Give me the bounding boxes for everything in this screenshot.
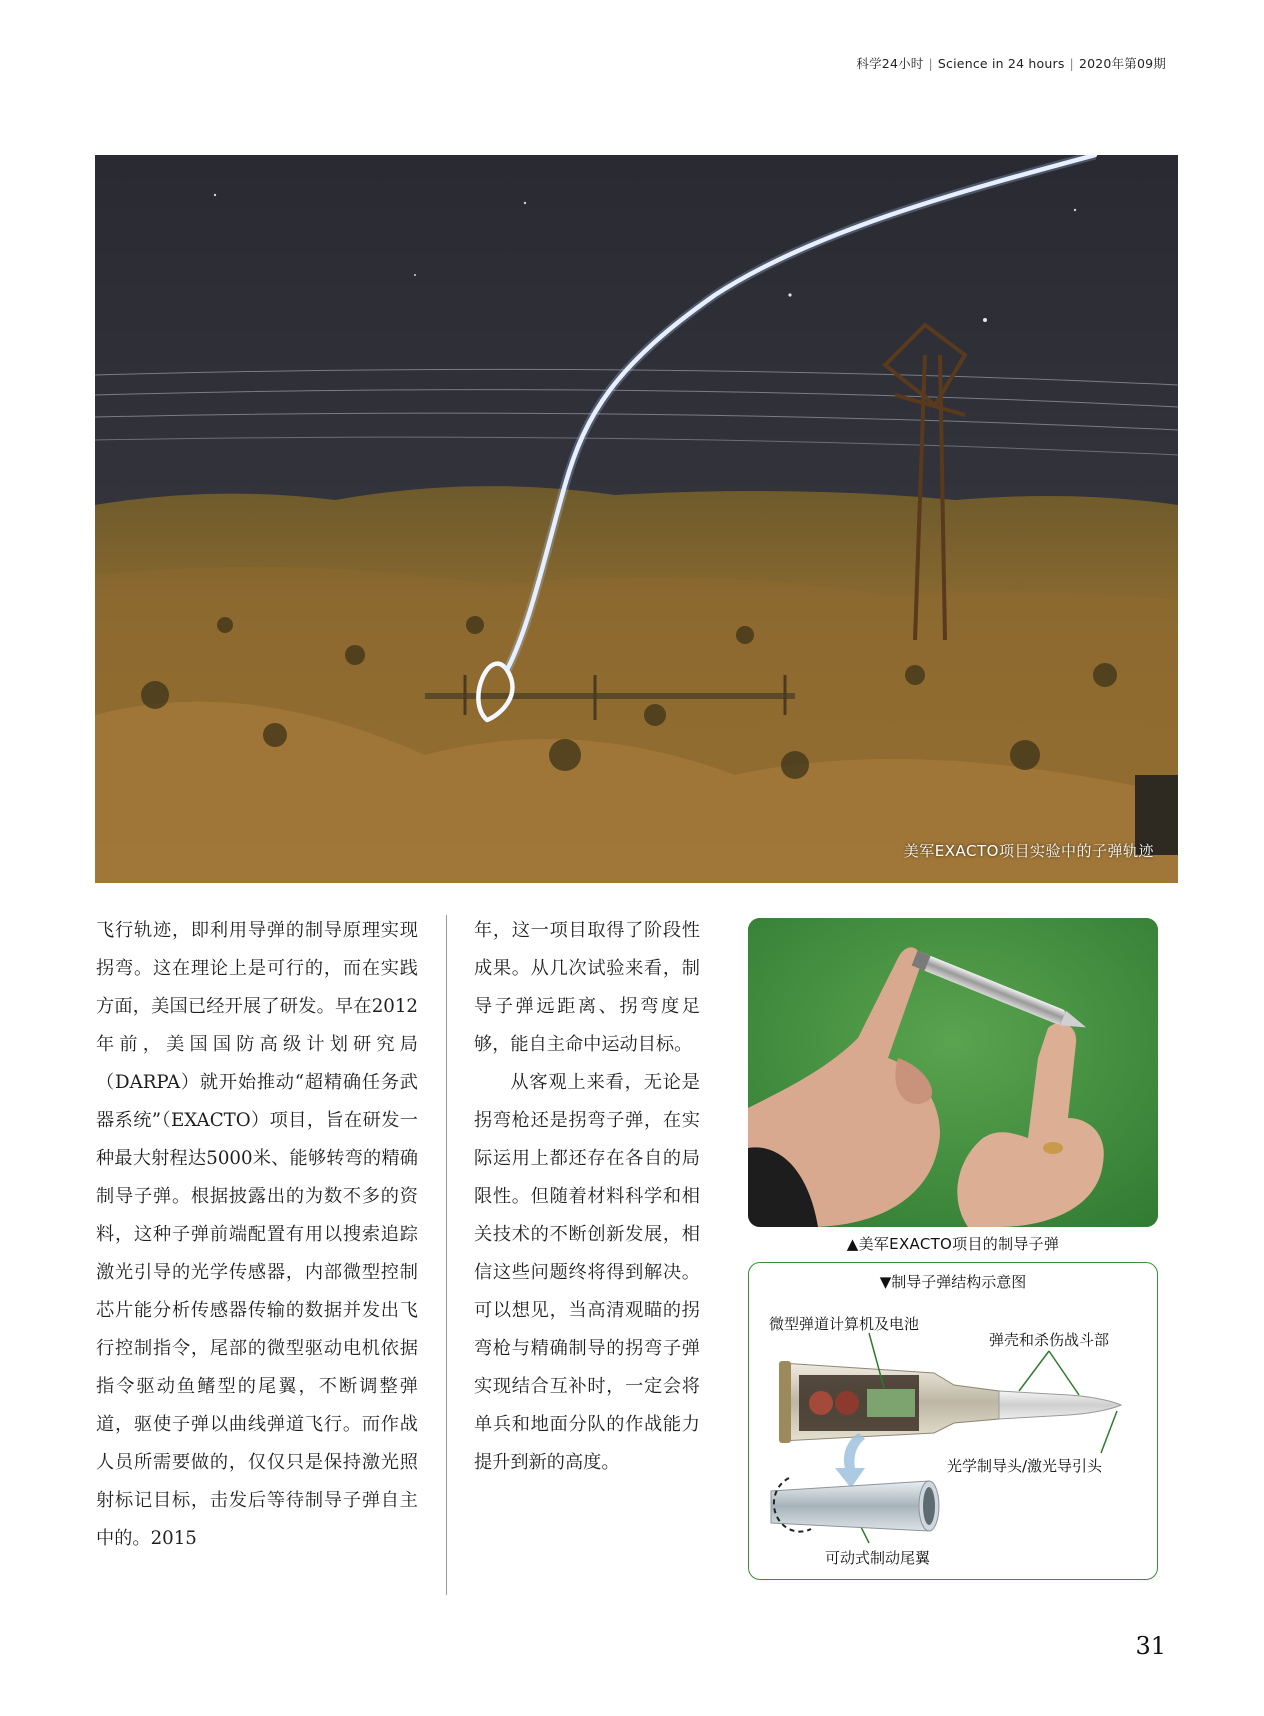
header-separator: | — [1069, 56, 1074, 71]
magazine-english-name: Science in 24 hours — [937, 56, 1065, 71]
photo-caption: 美军EXACTO项目实验中的子弹轨迹 — [903, 842, 1154, 860]
page-number: 31 — [1135, 1632, 1166, 1660]
guided-bullet-photo — [748, 918, 1158, 1227]
diagram-title: ▼制导子弹结构示意图 — [879, 1273, 1027, 1291]
article-column-left — [96, 912, 418, 1558]
guided-bullet-caption: ▲美军EXACTO项目的制导子弹 — [846, 1235, 1060, 1253]
article-paragraph: 年，这一项目取得了阶段性成果。从几次试验来看，制导子弹远距离、拐弯度足够，能自主命中运动目标。 — [474, 920, 700, 1055]
night-desert-scene — [95, 155, 1178, 883]
label-ballistic-computer: 微型弹道计算机及电池 — [769, 1315, 920, 1333]
label-casing-warhead: 弹壳和杀伤战斗部 — [989, 1331, 1110, 1349]
bullet-structure-diagram — [748, 1262, 1158, 1580]
magazine-name: 科学24小时 — [856, 56, 924, 71]
label-tail-fins: 可动式制动尾翼 — [825, 1549, 931, 1567]
header-separator: | — [928, 56, 933, 71]
bullet-trajectory-photo — [95, 155, 1178, 883]
page-header — [856, 54, 1166, 72]
bullet-cutaway-drawing — [749, 1263, 1157, 1579]
article-paragraph: 飞行轨迹，即利用导弹的制导原理实现拐弯。这在理论上是可行的，而在实践方面，美国已经开展了研发。早在2012年前，美国国防高级计划研究局（DARPA）就开始推动“超精确任务武器系统”（EXACTO）项目，旨在研发一种最大射程达5000米、能够转弯的精确制导子弹。根据披露出的为数不多的资料，这种子弹前端配置有用以搜索追踪激光引导的光学传感器，内部微型控制芯片能分析传感器传输的数据并发出飞行控制指令，尾部的微型驱动电机依据指令驱动鱼鳍型的尾翼，不断调整弹道，驱使子弹以曲线弹道飞行。而作战人员所需要做的，仅仅只是保持激光照射标记目标，击发后等待制导子弹自主中的。2015 — [96, 920, 418, 1549]
label-seeker-head: 光学制导头/激光导引头 — [947, 1457, 1103, 1475]
article-paragraph: 从客观上来看，无论是拐弯枪还是拐弯子弹，在实际运用上都还存在各自的局限性。但随着材料科学和相关技术的不断创新发展，相信这些问题终将得到解决。可以想见，当高清观瞄的拐弯枪与精确制导的拐弯子弹实现结合互补时，一定会将单兵和地面分队的作战能力提升到新的高度。 — [474, 1072, 700, 1473]
article-column-middle — [474, 912, 700, 1482]
column-divider — [446, 915, 447, 1595]
hand-holding-bullet-image — [748, 918, 1158, 1227]
issue-number: 2020年第09期 — [1078, 56, 1166, 71]
